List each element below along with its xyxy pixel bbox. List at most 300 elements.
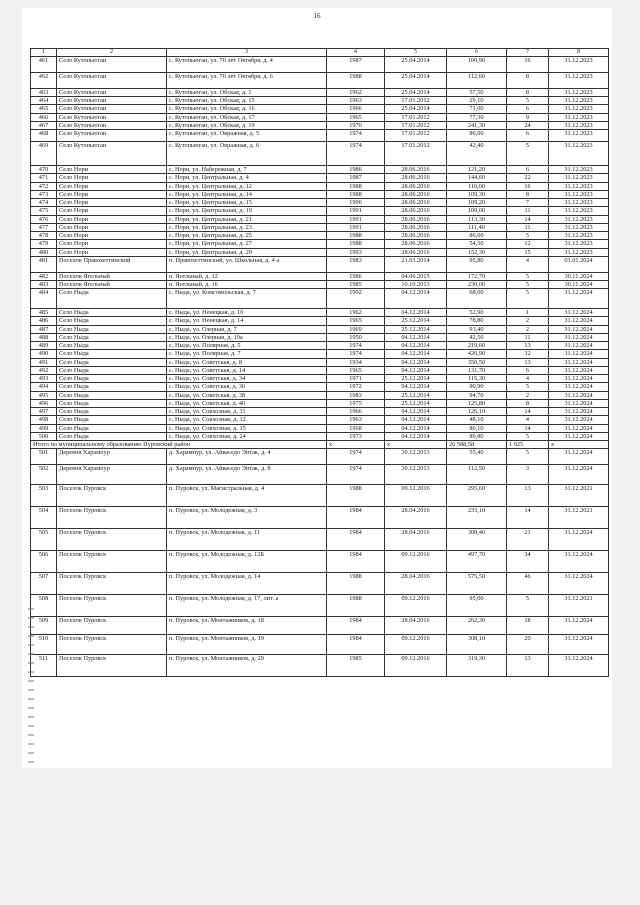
cell-area: 71,60 <box>447 105 507 113</box>
summary-cell: 1 925 <box>507 440 549 448</box>
cell-deadline: 30.11.2024 <box>549 272 609 280</box>
cell-row-number: 490 <box>31 350 57 358</box>
table-row <box>31 317 609 325</box>
cell-address: п. Пуровск, ул. Монтажников, д. 19 <box>167 635 327 655</box>
cell-settlement: Село Нори <box>57 174 167 182</box>
cell-row-number: 485 <box>31 309 57 317</box>
table-row <box>31 617 609 635</box>
cell-build-year: 1974 <box>327 130 385 142</box>
cell-address: с. Нори, ул. Центральная, д. 29 <box>167 248 327 256</box>
cell-deadline: 31.12.2024 <box>549 416 609 424</box>
cell-settlement: Село Нори <box>57 223 167 231</box>
cell-settlement: Поселок Пуровск <box>57 529 167 551</box>
summary-cell: х <box>385 440 447 448</box>
cell-recognition-date: 28.04.2016 <box>385 507 447 529</box>
cell-residents: 32 <box>507 350 549 358</box>
table-row <box>31 57 609 73</box>
cell-deadline: 31.12.2023 <box>549 240 609 248</box>
cell-row-number: 507 <box>31 573 57 595</box>
cell-row-number: 477 <box>31 223 57 231</box>
cell-area: 109,30 <box>447 190 507 198</box>
cell-address: п. Ягельный, д. 12 <box>167 272 327 280</box>
cell-recognition-date: 04.06.2015 <box>385 272 447 280</box>
cell-build-year: 1972 <box>327 383 385 391</box>
cell-recognition-date: 10.10.2013 <box>385 280 447 288</box>
cell-deadline: 31.12.2024 <box>549 635 609 655</box>
cell-row-number: 480 <box>31 248 57 256</box>
cell-recognition-date: 28.06.2016 <box>385 215 447 223</box>
cell-area: 350,50 <box>447 358 507 366</box>
table-row <box>31 635 609 655</box>
cell-residents: 6 <box>507 366 549 374</box>
cell-deadline: 31.12.2023 <box>549 113 609 121</box>
cell-settlement: Поселок Ягельный <box>57 280 167 288</box>
cell-recognition-date: 04.12.2014 <box>385 289 447 309</box>
cell-settlement: Село Ныда <box>57 366 167 374</box>
cell-recognition-date: 04.12.2014 <box>385 416 447 424</box>
cell-address: с. Ныда, ул. Комсомольская, д. 7 <box>167 289 327 309</box>
cell-row-number: 464 <box>31 97 57 105</box>
cell-area: 109,00 <box>447 207 507 215</box>
cell-row-number: 499 <box>31 424 57 432</box>
column-number-row <box>31 49 609 57</box>
cell-deadline: 31.12.2023 <box>549 199 609 207</box>
cell-row-number: 489 <box>31 342 57 350</box>
cell-deadline: 31.12.2024 <box>549 383 609 391</box>
cell-residents: 14 <box>507 424 549 432</box>
cell-residents: 8 <box>507 73 549 89</box>
cell-settlement: Село Ныда <box>57 325 167 333</box>
cell-residents: 5 <box>507 449 549 465</box>
cell-row-number: 468 <box>31 130 57 142</box>
cell-deadline: 30.11.2024 <box>549 280 609 288</box>
cell-area: 110,00 <box>447 182 507 190</box>
cell-settlement: Село Ныда <box>57 408 167 416</box>
cell-deadline: 31.12.2024 <box>549 317 609 325</box>
cell-recognition-date: 28.06.2016 <box>385 166 447 174</box>
table-row <box>31 280 609 288</box>
cell-settlement: Село Ныда <box>57 432 167 440</box>
cell-area: 86,00 <box>447 130 507 142</box>
cell-recognition-date: 04.12.2014 <box>385 432 447 440</box>
cell-build-year: 1988 <box>327 73 385 89</box>
cell-settlement: Поселок Пуровск <box>57 617 167 635</box>
cell-deadline: 31.12.2024 <box>549 342 609 350</box>
cell-address: с. Ныда, ул. Совхозная, д. 24 <box>167 432 327 440</box>
cell-recognition-date: 09.12.2016 <box>385 595 447 617</box>
cell-settlement: Поселок Пуровск <box>57 635 167 655</box>
cell-row-number: 505 <box>31 529 57 551</box>
cell-build-year: 1984 <box>327 551 385 573</box>
cell-address: с. Нори, ул. Центральная, д. 25 <box>167 232 327 240</box>
cell-address: с. Кутопьюган, ул. Обская, д. 16 <box>167 105 327 113</box>
cell-deadline: 31.12.2024 <box>549 333 609 341</box>
table-row <box>31 121 609 129</box>
cell-residents: 6 <box>507 105 549 113</box>
cell-address: с. Нори, ул. Центральная, д. 19 <box>167 207 327 215</box>
cell-residents: 5 <box>507 595 549 617</box>
table-row <box>31 240 609 248</box>
table-row <box>31 182 609 190</box>
cell-address: с. Ныда, ул. Совхозная, д. 11 <box>167 408 327 416</box>
cell-settlement: Поселок Пуровск <box>57 485 167 507</box>
cell-recognition-date: 04.12.2014 <box>385 350 447 358</box>
cell-deadline: 31.12.2023 <box>549 105 609 113</box>
cell-area: 426,90 <box>447 350 507 358</box>
cell-build-year: 1974 <box>327 465 385 485</box>
cell-recognition-date: 28.06.2016 <box>385 248 447 256</box>
cell-row-number: 467 <box>31 121 57 129</box>
cell-area: 497,70 <box>447 551 507 573</box>
cell-settlement: Село Ныда <box>57 416 167 424</box>
cell-address: с. Кутопьюган, ул. Обская, д. 19 <box>167 121 327 129</box>
cell-deadline: 31.12.2021 <box>549 595 609 617</box>
cell-residents: 11 <box>507 223 549 231</box>
cell-address: с. Ныда, ул. Советская, д. 8 <box>167 358 327 366</box>
cell-area: 52,90 <box>447 309 507 317</box>
cell-row-number: 466 <box>31 113 57 121</box>
column-number-cell: 3 <box>167 49 327 57</box>
cell-area: 115,30 <box>447 375 507 383</box>
cell-settlement: Село Нори <box>57 190 167 198</box>
cell-deadline: 31.12.2024 <box>549 325 609 333</box>
cell-area: 230,00 <box>447 280 507 288</box>
table-row <box>31 573 609 595</box>
cell-deadline: 31.12.2024 <box>549 449 609 465</box>
cell-row-number: 475 <box>31 207 57 215</box>
cell-area: 319,30 <box>447 655 507 677</box>
cell-residents: 2 <box>507 325 549 333</box>
cell-settlement: Село Нори <box>57 207 167 215</box>
cell-residents: 11 <box>507 333 549 341</box>
cell-address: п. Пуровск, ул. Магистральная, д. 4 <box>167 485 327 507</box>
cell-recognition-date: 04.12.2014 <box>385 408 447 416</box>
cell-settlement: Село Ныда <box>57 391 167 399</box>
cell-recognition-date: 28.06.2016 <box>385 223 447 231</box>
cell-area: 126,10 <box>447 408 507 416</box>
cell-area: 54,50 <box>447 240 507 248</box>
cell-recognition-date: 25.04.2014 <box>385 105 447 113</box>
cell-address: п. Пуровск, ул. Молодежная, д. 14 <box>167 573 327 595</box>
cell-build-year: 1971 <box>327 375 385 383</box>
cell-address: с. Ныда, ул. Полярная, д. 7 <box>167 350 327 358</box>
cell-deadline: 31.12.2024 <box>549 358 609 366</box>
cell-residents: 5 <box>507 97 549 105</box>
cell-residents: 15 <box>507 248 549 256</box>
column-number-cell: 2 <box>57 49 167 57</box>
cell-residents: 5 <box>507 272 549 280</box>
cell-deadline: 31.12.2023 <box>549 166 609 174</box>
cell-residents: 5 <box>507 432 549 440</box>
cell-deadline: 31.12.2024 <box>549 617 609 635</box>
cell-area: 86,00 <box>447 232 507 240</box>
table-row <box>31 256 609 272</box>
cell-deadline: 31.12.2023 <box>549 232 609 240</box>
cell-recognition-date: 25.12.2014 <box>385 399 447 407</box>
cell-deadline: 31.12.2023 <box>549 130 609 142</box>
table-row <box>31 89 609 97</box>
cell-row-number: 483 <box>31 280 57 288</box>
cell-deadline: 01.01.2024 <box>549 256 609 272</box>
cell-build-year: 1975 <box>327 399 385 407</box>
cell-recognition-date: 21.03.2014 <box>385 256 447 272</box>
cell-address: с. Кутопьюган, ул. 70 лет Октября, д. 4 <box>167 57 327 73</box>
cell-row-number: 496 <box>31 399 57 407</box>
cell-address: с. Ныда, ул. Ненецкая, д. 10 <box>167 309 327 317</box>
cell-build-year: 1963 <box>327 416 385 424</box>
cell-residents: 4 <box>507 416 549 424</box>
cell-residents: 14 <box>507 507 549 529</box>
cell-residents: 14 <box>507 408 549 416</box>
cell-area: 57,50 <box>447 89 507 97</box>
cell-build-year: 1988 <box>327 240 385 248</box>
cell-area: 131,70 <box>447 366 507 374</box>
cell-row-number: 491 <box>31 358 57 366</box>
table-row <box>31 289 609 309</box>
cell-row-number: 509 <box>31 617 57 635</box>
cell-deadline: 31.12.2023 <box>549 89 609 97</box>
cell-area: 262,30 <box>447 617 507 635</box>
cell-address: с. Ныда, ул. Советская, д. 38 <box>167 391 327 399</box>
cell-deadline: 31.12.2023 <box>549 207 609 215</box>
cell-area: 308,40 <box>447 529 507 551</box>
cell-deadline: 31.12.2023 <box>549 142 609 166</box>
cell-settlement: Село Ныда <box>57 375 167 383</box>
cell-deadline: 31.12.2024 <box>549 573 609 595</box>
cell-address: с. Нори, ул. Набережная, д. 7 <box>167 166 327 174</box>
cell-recognition-date: 04.12.2014 <box>385 342 447 350</box>
cell-recognition-date: 04.12.2014 <box>385 424 447 432</box>
cell-recognition-date: 28.06.2016 <box>385 199 447 207</box>
cell-residents: 34 <box>507 551 549 573</box>
cell-row-number: 493 <box>31 375 57 383</box>
cell-build-year: 1962 <box>327 89 385 97</box>
cell-row-number: 506 <box>31 551 57 573</box>
cell-address: с. Ныда, ул. Полярная, д. 5 <box>167 342 327 350</box>
cell-residents: 4 <box>507 256 549 272</box>
cell-build-year: 1988 <box>327 190 385 198</box>
cell-row-number: 510 <box>31 635 57 655</box>
cell-residents: 24 <box>507 121 549 129</box>
cell-settlement: Поселок Пуровск <box>57 655 167 677</box>
cell-residents: 16 <box>507 182 549 190</box>
cell-recognition-date: 04.12.2014 <box>385 333 447 341</box>
cell-deadline: 31.12.2024 <box>549 391 609 399</box>
cell-row-number: 504 <box>31 507 57 529</box>
cell-build-year: 1969 <box>327 325 385 333</box>
cell-residents: 6 <box>507 130 549 142</box>
cell-address: д. Харампур, ул. Айваседо Энтак, д. 8 <box>167 465 327 485</box>
cell-build-year: 1965 <box>327 113 385 121</box>
cell-recognition-date: 28.06.2016 <box>385 174 447 182</box>
cell-build-year: 1970 <box>327 121 385 129</box>
cell-row-number: 474 <box>31 199 57 207</box>
cell-build-year: 1966 <box>327 105 385 113</box>
cell-build-year: 1984 <box>327 507 385 529</box>
cell-row-number: 488 <box>31 333 57 341</box>
cell-address: с. Кутопьюган, ул. Обская, д. 15 <box>167 97 327 105</box>
cell-row-number: 478 <box>31 232 57 240</box>
table-row <box>31 272 609 280</box>
cell-recognition-date: 25.12.2014 <box>385 317 447 325</box>
table-row <box>31 215 609 223</box>
cell-address: с. Нори, ул. Центральная, д. 14 <box>167 190 327 198</box>
cell-row-number: 471 <box>31 174 57 182</box>
table-row <box>31 130 609 142</box>
table-row <box>31 529 609 551</box>
cell-recognition-date: 04.12.2014 <box>385 366 447 374</box>
cell-address: с. Ныда, ул. Советская, д. 36 <box>167 383 327 391</box>
cell-address: с. Кутопьюган, ул. 70 лет Октября, д. 6 <box>167 73 327 89</box>
cell-settlement: Село Нори <box>57 166 167 174</box>
column-number-cell: 5 <box>385 49 447 57</box>
cell-residents: 5 <box>507 232 549 240</box>
cell-build-year: 1974 <box>327 350 385 358</box>
cell-row-number: 492 <box>31 366 57 374</box>
table-row <box>31 174 609 182</box>
cell-build-year: 1974 <box>327 342 385 350</box>
cell-area: 575,50 <box>447 573 507 595</box>
cell-residents: 16 <box>507 57 549 73</box>
cell-build-year: 1963 <box>327 97 385 105</box>
cell-area: 241,30 <box>447 121 507 129</box>
cell-address: с. Нори, ул. Центральная, д. 21 <box>167 215 327 223</box>
table-row <box>31 325 609 333</box>
cell-address: с. Нори, ул. Центральная, д. 23 <box>167 223 327 231</box>
table-body <box>31 49 609 677</box>
cell-build-year: 1988 <box>327 232 385 240</box>
table-row <box>31 485 609 507</box>
cell-area: 95,00 <box>447 595 507 617</box>
cell-recognition-date: 17.01.2012 <box>385 130 447 142</box>
cell-settlement: Село Кутопьюган <box>57 142 167 166</box>
cell-recognition-date: 25.04.2014 <box>385 89 447 97</box>
document-page <box>22 8 612 768</box>
cell-address: п. Правохеттинский, ул. Школьная, д. 4 а <box>167 256 327 272</box>
cell-recognition-date: 25.12.2014 <box>385 325 447 333</box>
table-row <box>31 105 609 113</box>
summary-cell: х <box>549 440 609 448</box>
cell-address: п. Пуровск, ул. Молодежная, д. 17, лит. а <box>167 595 327 617</box>
cell-settlement: Село Кутопьюган <box>57 130 167 142</box>
cell-settlement: Поселок Пуровск <box>57 595 167 617</box>
table-row <box>31 142 609 166</box>
cell-build-year: 1984 <box>327 635 385 655</box>
cell-area: 80,10 <box>447 424 507 432</box>
cell-build-year: 1991 <box>327 215 385 223</box>
cell-settlement: Село Ныда <box>57 383 167 391</box>
cell-settlement: Село Ныда <box>57 424 167 432</box>
cell-residents: 11 <box>507 207 549 215</box>
cell-address: п. Ягельный, д. 16 <box>167 280 327 288</box>
cell-address: с. Ныда, ул. Озерная, д. 7 <box>167 325 327 333</box>
cell-row-number: 465 <box>31 105 57 113</box>
cell-residents: 5 <box>507 289 549 309</box>
cell-residents: 8 <box>507 190 549 198</box>
cell-area: 121,20 <box>447 166 507 174</box>
cell-settlement: Село Ныда <box>57 350 167 358</box>
cell-address: п. Пуровск, ул. Монтажников, д. 29 <box>167 655 327 677</box>
cell-settlement: Деревня Харампур <box>57 449 167 465</box>
cell-address: с. Ныда, ул. Совхозная, д. 12 <box>167 416 327 424</box>
cell-row-number: 473 <box>31 190 57 198</box>
table-row <box>31 551 609 573</box>
cell-area: 77,30 <box>447 113 507 121</box>
table-row <box>31 595 609 617</box>
cell-recognition-date: 28.06.2016 <box>385 240 447 248</box>
table-row <box>31 113 609 121</box>
cell-area: 93,40 <box>447 325 507 333</box>
cell-build-year: 1988 <box>327 573 385 595</box>
cell-deadline: 31.12.2023 <box>549 223 609 231</box>
cell-settlement: Село Кутопьюган <box>57 97 167 105</box>
cell-address: с. Ныда, ул. Советская, д. 40 <box>167 399 327 407</box>
cell-area: 94,70 <box>447 391 507 399</box>
cell-residents: 5 <box>507 142 549 166</box>
cell-area: 42,40 <box>447 142 507 166</box>
cell-deadline: 31.12.2023 <box>549 97 609 105</box>
cell-residents: 5 <box>507 383 549 391</box>
page-number: 16 <box>313 12 321 20</box>
cell-recognition-date: 04.12.2014 <box>385 358 447 366</box>
cell-row-number: 481 <box>31 256 57 272</box>
cell-residents: 13 <box>507 358 549 366</box>
cell-residents: 46 <box>507 573 549 595</box>
cell-settlement: Село Нори <box>57 215 167 223</box>
cell-build-year: 1993 <box>327 248 385 256</box>
cell-build-year: 1991 <box>327 207 385 215</box>
cell-settlement: Село Ныда <box>57 333 167 341</box>
cell-residents: 20 <box>507 635 549 655</box>
cell-address: п. Пуровск, ул. Молодежная, д. 11 <box>167 529 327 551</box>
cell-build-year: 1968 <box>327 424 385 432</box>
cell-build-year: 1965 <box>327 317 385 325</box>
cell-settlement: Село Ныда <box>57 358 167 366</box>
cell-recognition-date: 30.12.2013 <box>385 449 447 465</box>
cell-residents: 8 <box>507 89 549 97</box>
cell-residents: 9 <box>507 113 549 121</box>
table-row <box>31 432 609 440</box>
cell-row-number: 495 <box>31 391 57 399</box>
cell-residents: 3 <box>507 465 549 485</box>
cell-deadline: 31.12.2024 <box>549 465 609 485</box>
cell-row-number: 479 <box>31 240 57 248</box>
cell-settlement: Деревня Харампур <box>57 465 167 485</box>
cell-recognition-date: 09.12.2016 <box>385 635 447 655</box>
cell-deadline: 31.12.2024 <box>549 350 609 358</box>
cell-build-year: 1985 <box>327 280 385 288</box>
cell-settlement: Село Нори <box>57 248 167 256</box>
cell-recognition-date: 17.01.2012 <box>385 113 447 121</box>
cell-deadline: 31.12.2023 <box>549 215 609 223</box>
cell-build-year: 1974 <box>327 449 385 465</box>
column-number-cell: 6 <box>447 49 507 57</box>
cell-row-number: 461 <box>31 57 57 73</box>
cell-deadline: 31.12.2023 <box>549 190 609 198</box>
cell-recognition-date: 25.04.2014 <box>385 57 447 73</box>
table-row <box>31 655 609 677</box>
table-row <box>31 358 609 366</box>
cell-build-year: 1990 <box>327 199 385 207</box>
table-row <box>31 166 609 174</box>
cell-build-year: 1988 <box>327 182 385 190</box>
cell-row-number: 494 <box>31 383 57 391</box>
table-row <box>31 408 609 416</box>
cell-area: 89,80 <box>447 432 507 440</box>
cell-residents: 21 <box>507 529 549 551</box>
summary-cell: 26 588,58 <box>447 440 507 448</box>
cell-row-number: 501 <box>31 449 57 465</box>
